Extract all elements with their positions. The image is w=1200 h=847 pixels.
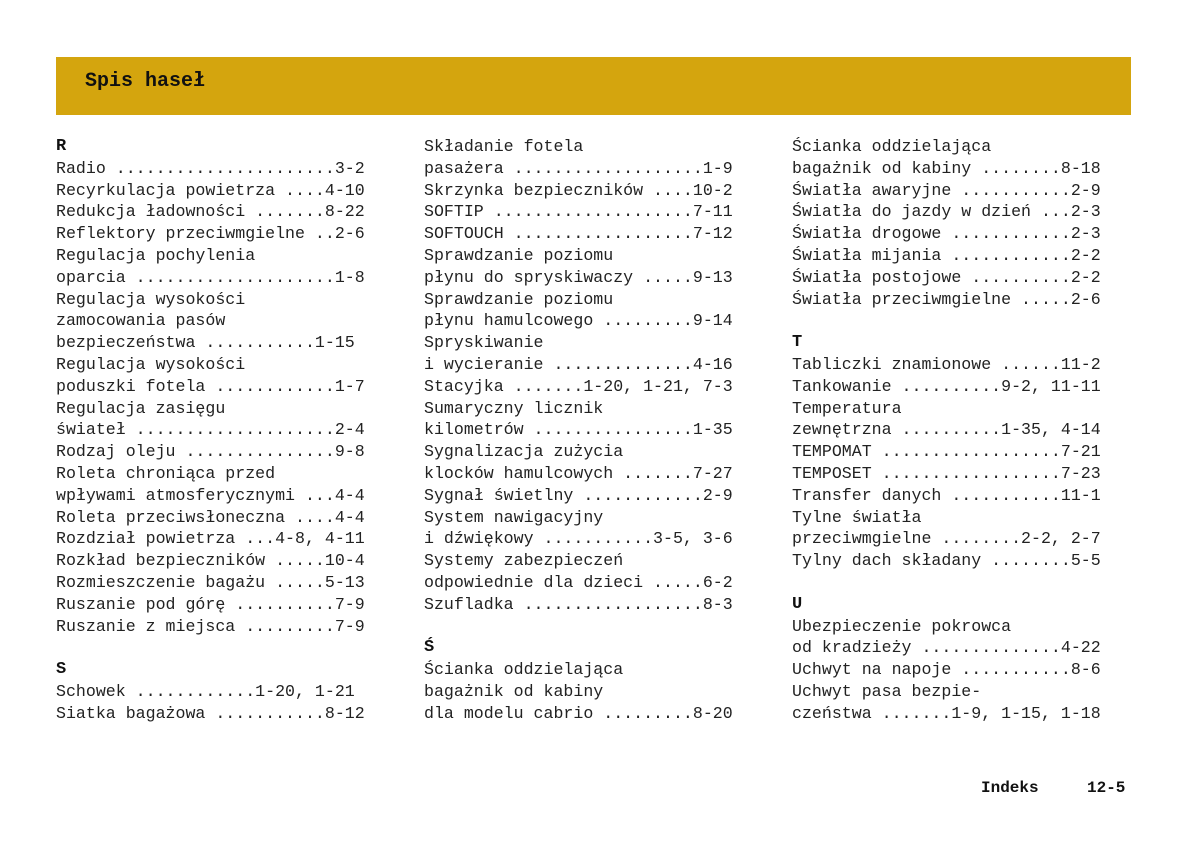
index-entry: Ruszanie z miejsca .........7-9 [56,616,365,636]
index-entry: odpowiednie dla dzieci .....6-2 [424,572,733,592]
index-entry: Roleta przeciwsłoneczna ....4-4 [56,507,365,527]
index-entry: i dźwiękowy ...........3-5, 3-6 [424,529,733,549]
section-letter: U [792,594,803,614]
index-entry: SOFTIP ....................7-11 [424,202,733,222]
index-entry: Ubezpieczenie pokrowca [792,616,1012,636]
index-entry: Światła mijania ............2-2 [792,245,1101,265]
index-entry: Skrzynka bezpieczników ....10-2 [424,180,733,200]
index-entry: kilometrów ................1-35 [424,420,733,440]
index-entry: Ścianka oddzielająca [424,660,624,680]
index-entry: Transfer danych ...........11-1 [792,485,1101,505]
index-entry: Rozkład bezpieczników .....10-4 [56,551,365,571]
index-entry: bagażnik od kabiny [424,681,604,701]
index-entry: System nawigacyjny [424,507,604,527]
index-entry: Uchwyt na napoje ...........8-6 [792,660,1101,680]
index-column-2 [424,136,769,725]
section-gap [792,310,1137,332]
index-column-3 [792,136,1137,725]
index-entry: TEMPOSET ..................7-23 [792,463,1101,483]
section-letter: S [56,660,67,680]
index-entry: bezpieczeństwa ...........1-15 [56,333,355,353]
index-entry: Rodzaj oleju ...............9-8 [56,442,365,462]
index-entry: Światła awaryjne ...........2-9 [792,180,1101,200]
footer-section-label: Indeks [981,779,1039,797]
section-letter: Ś [424,638,435,658]
index-column-1 [56,136,401,725]
index-entry: dla modelu cabrio .........8-20 [424,703,733,723]
index-entry: Sprawdzanie poziomu [424,245,614,265]
index-entry: zewnętrzna ..........1-35, 4-14 [792,420,1101,440]
index-entry: oparcia ....................1-8 [56,267,365,287]
index-entry: Sumaryczny licznik [424,398,604,418]
index-entry: płynu do spryskiwaczy .....9-13 [424,267,733,287]
index-entry: Regulacja wysokości [56,354,246,374]
section-gap [424,616,769,638]
page-title: Spis haseł [85,70,206,93]
index-entry: Światła do jazdy w dzień ...2-3 [792,202,1101,222]
index-entry: Ścianka oddzielająca [792,137,992,156]
index-entry: Światła postojowe ..........2-2 [792,267,1101,287]
index-entry: Temperatura [792,398,902,418]
index-entry: Tabliczki znamionowe ......11-2 [792,354,1101,374]
index-entry: Stacyjka .......1-20, 1-21, 7-3 [424,376,733,396]
index-entry: Ruszanie pod górę ..........7-9 [56,594,365,614]
index-entry: Regulacja wysokości [56,289,246,309]
index-entry: Tylne światła [792,507,922,527]
index-entry: Składanie fotela [424,137,584,156]
index-entry: od kradzieży ..............4-22 [792,638,1101,658]
index-entry: Regulacja zasięgu [56,398,226,418]
header-bar [56,57,1131,115]
index-entry: Systemy zabezpieczeń [424,551,624,571]
index-entry: i wycieranie ..............4-16 [424,354,733,374]
index-entry: czeństwa .......1-9, 1-15, 1-18 [792,703,1101,723]
section-gap [56,637,401,659]
index-entry: klocków hamulcowych .......7-27 [424,463,733,483]
index-entry: Rozmieszczenie bagażu .....5-13 [56,572,365,592]
index-entry: Reflektory przeciwmgielne ..2-6 [56,224,365,244]
index-entry: Radio ......................3-2 [56,158,365,178]
index-entry: pasażera ...................1-9 [424,158,733,178]
index-entry: Recyrkulacja powietrza ....4-10 [56,180,365,200]
index-entry: Regulacja pochylenia [56,245,256,265]
index-entry: Redukcja ładowności .......8-22 [56,202,365,222]
index-entry: wpływami atmosferycznymi ...4-4 [56,485,365,505]
index-entry: Schowek ............1-20, 1-21 [56,681,355,701]
index-entry: Spryskiwanie [424,333,544,353]
index-entry: bagażnik od kabiny ........8-18 [792,158,1101,178]
index-entry: zamocowania pasów [56,311,226,331]
section-letter: R [56,137,67,156]
index-entry: Światła przeciwmgielne .....2-6 [792,289,1101,309]
index-entry: Sprawdzanie poziomu [424,289,614,309]
index-entry: Siatka bagażowa ...........8-12 [56,703,365,723]
index-entry: Roleta chroniąca przed [56,463,276,483]
index-entry: Tankowanie ..........9-2, 11-11 [792,376,1101,396]
section-gap [792,572,1137,594]
index-entry: Szufladka ..................8-3 [424,594,733,614]
index-entry: Tylny dach składany ........5-5 [792,551,1101,571]
index-entry: świateł ....................2-4 [56,420,365,440]
index-entry: Światła drogowe ............2-3 [792,224,1101,244]
index-entry: Rozdział powietrza ...4-8, 4-11 [56,529,365,549]
index-entry: Uchwyt pasa bezpie- [792,681,982,701]
index-entry: poduszki fotela ............1-7 [56,376,365,396]
section-letter: T [792,333,803,353]
index-entry: Sygnał świetlny ............2-9 [424,485,733,505]
page-number: 12-5 [1087,779,1126,797]
index-entry: Sygnalizacja zużycia [424,442,624,462]
index-entry: SOFTOUCH ..................7-12 [424,224,733,244]
index-entry: przeciwmgielne ........2-2, 2-7 [792,529,1101,549]
index-entry: TEMPOMAT ..................7-21 [792,442,1101,462]
index-entry: płynu hamulcowego .........9-14 [424,311,733,331]
